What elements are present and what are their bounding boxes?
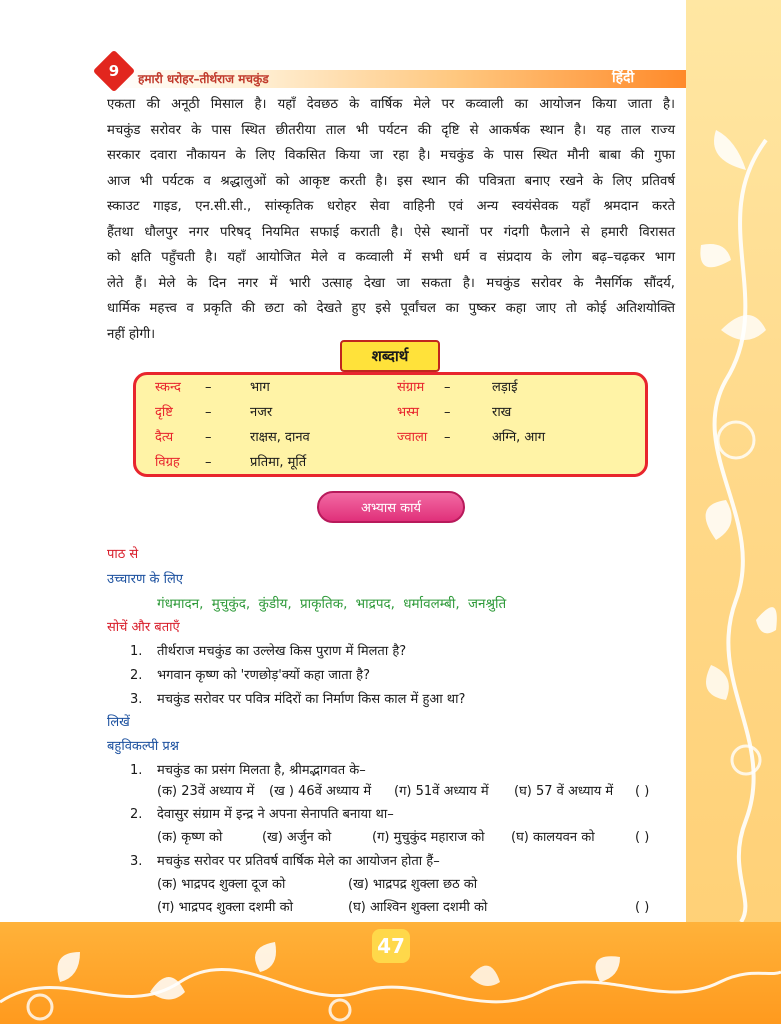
paragraph-line: स्काउट गाइड, एन.सी.सी., सांस्कृतिक धरोहर सेवा वाहिनी एवं अन्य स्वयंसेवक यहाँ श्रमदान करते [107, 199, 675, 214]
glossary-dash: – [444, 405, 451, 420]
mcq-option: (ग) 51वें अध्याय में [394, 784, 489, 799]
paragraph-line: एकता की अनूठी मिसाल है। यहाँ देवछठ के वार्षिक मेले पर कव्वाली का आयोजन किया जाता है। [107, 97, 675, 112]
glossary-dash: – [205, 430, 212, 445]
glossary-term: विग्रह [155, 455, 180, 470]
chapter-title: हमारी धरोहर–तीर्थराज मचकुंड [138, 72, 269, 86]
answer-blank: ( ) [635, 900, 650, 915]
abhyas-karya-label: अभ्यास कार्य [317, 491, 465, 523]
mcq-option: (ख) भाद्रपद्र शुक्ला छठ को [348, 877, 478, 892]
mcq-number: 1. [130, 763, 143, 778]
glossary-term: स्कन्द [155, 380, 181, 395]
mcq-option: (ख ) 46वें अध्याय में [269, 784, 372, 799]
glossary-dash: – [205, 405, 212, 420]
mcq-option: (क) कृष्ण को [157, 830, 223, 845]
mcq-option: (ख) अर्जुन को [262, 830, 332, 845]
mcq-option: (ग) मुचुकुंद महाराज को [372, 830, 485, 845]
mcq-question: मचकुंड सरोवर पर प्रतिवर्ष वार्षिक मेले का आयोजन होता हैं– [157, 854, 440, 869]
glossary-meaning: भाग [250, 380, 270, 395]
mcq-option: (घ) 57 वें अध्याय में [514, 784, 614, 799]
body-paragraph [107, 92, 675, 347]
question-number: 3. [130, 692, 143, 707]
glossary-dash: – [444, 430, 451, 445]
chapter-number: 9 [108, 62, 120, 80]
glossary-meaning: प्रतिमा, मूर्ति [250, 455, 307, 470]
glossary-dash: – [444, 380, 451, 395]
glossary-term: दैत्य [155, 430, 174, 445]
glossary-term: संग्राम [397, 380, 425, 395]
glossary-term: भस्म [397, 405, 419, 420]
mcq-option: (ग) भाद्रपद शुक्ला दशमी को [157, 900, 294, 915]
mcq-option: (घ) आश्विन शुक्ला दशमी को [348, 900, 488, 915]
paragraph-line: सरकार दवारा नौकायन के लिए विकसित किया जा रहा है। मचकुंड के पास स्थित मौनी बाबा की गुफा [107, 148, 675, 163]
paragraph-line: हैंतथा धौलपुर नगर परिषद् नियमित सफाई कराती है। ऐसे स्थानों पर गंदगी फैलाने से हमारी विरासत [107, 224, 675, 240]
answer-blank: ( ) [635, 830, 650, 845]
glossary-dash: – [205, 380, 212, 395]
mcq-option: (घ) कालयवन को [511, 830, 595, 845]
pronunciation-words: गंधमादन, मुचुकुंद, कुंडीय, प्राकृतिक, भाद्रपद, धर्मावलम्बी, जनश्रुति [157, 596, 507, 612]
page-number: 47 [377, 934, 405, 958]
paragraph-line: लेते हैं। मेले के दिन नगर में भारी उत्साह देखा जा सकता है। मचकुंड सरोवर के नैसर्गिक सौंदर्य, [107, 275, 675, 291]
paragraph-line: को क्षति पहुँचती है। यहाँ आयोजित मेले व कव्वाली में सभी धर्म व संप्रदाय के लोग बढ़–चढ़कर भाग [107, 250, 675, 265]
question-text: भगवान कृष्ण को 'रणछोड़'क्यों कहा जाता है? [157, 668, 370, 683]
subject-label: हिंदी [612, 70, 635, 86]
question-number: 1. [130, 644, 143, 659]
paragraph-line: आज भी पर्यटक व श्रद्धालुओं को आकृष्ट करती है। इस स्थान की पवित्रता बनाए रखने के लिए प्रतिवर्ष [107, 173, 675, 189]
glossary-term: ज्वाला [397, 430, 428, 445]
glossary-meaning: लड़ाई [492, 380, 518, 395]
section-heading-path-se: पाठ से [107, 547, 139, 562]
question-text: मचकुंड सरोवर पर पवित्र मंदिरों का निर्माण किस काल में हुआ था? [157, 692, 466, 707]
glossary-meaning: नजर [250, 405, 273, 420]
section-heading-likhen: लिखें [107, 715, 130, 730]
answer-blank: ( ) [635, 784, 650, 799]
question-number: 2. [130, 668, 143, 683]
question-text: तीर्थराज मचकुंड का उल्लेख किस पुराण में मिलता है? [157, 644, 407, 659]
section-heading-uchcharan: उच्चारण के लिए [107, 572, 183, 587]
glossary-meaning: राक्षस, दानव [250, 430, 310, 445]
mcq-option: (क) 23वें अध्याय में [157, 784, 255, 799]
section-heading-soche: सोचें और बताएँ [107, 620, 180, 635]
section-heading-mcq: बहुविकल्पी प्रश्न [107, 739, 179, 754]
glossary-term: दृष्टि [155, 405, 173, 420]
paragraph-line: नहीं होगी। [107, 326, 156, 342]
shabdarth-title: शब्दार्थ [340, 340, 440, 372]
paragraph-line: मचकुंड सरोवर के पास स्थित छीतरीया ताल भी पर्यटन की दृष्टि से आकर्षक स्थान है। यह ताल राज्य [107, 122, 675, 138]
glossary-meaning: अग्नि, आग [492, 430, 546, 445]
glossary-dash: – [205, 455, 212, 470]
glossary-meaning: राख [492, 405, 512, 420]
paragraph-line: धार्मिक महत्त्व व प्रकृति की छटा को देखते हुए इसे पूर्वांचल का पुष्कर कहा जाए तो कोई अतिशयोक्ति [107, 301, 675, 316]
mcq-option: (क) भाद्रपद शुक्ला दूज को [157, 877, 286, 892]
mcq-question: मचकुंड का प्रसंग मिलता है, श्रीमद्भागवत के– [157, 763, 366, 778]
mcq-question: देवासुर संग्राम में इन्द्र ने अपना सेनापति बनाया था– [157, 807, 394, 822]
floral-vine-right-icon [686, 0, 781, 922]
mcq-number: 2. [130, 807, 143, 822]
mcq-number: 3. [130, 854, 143, 869]
